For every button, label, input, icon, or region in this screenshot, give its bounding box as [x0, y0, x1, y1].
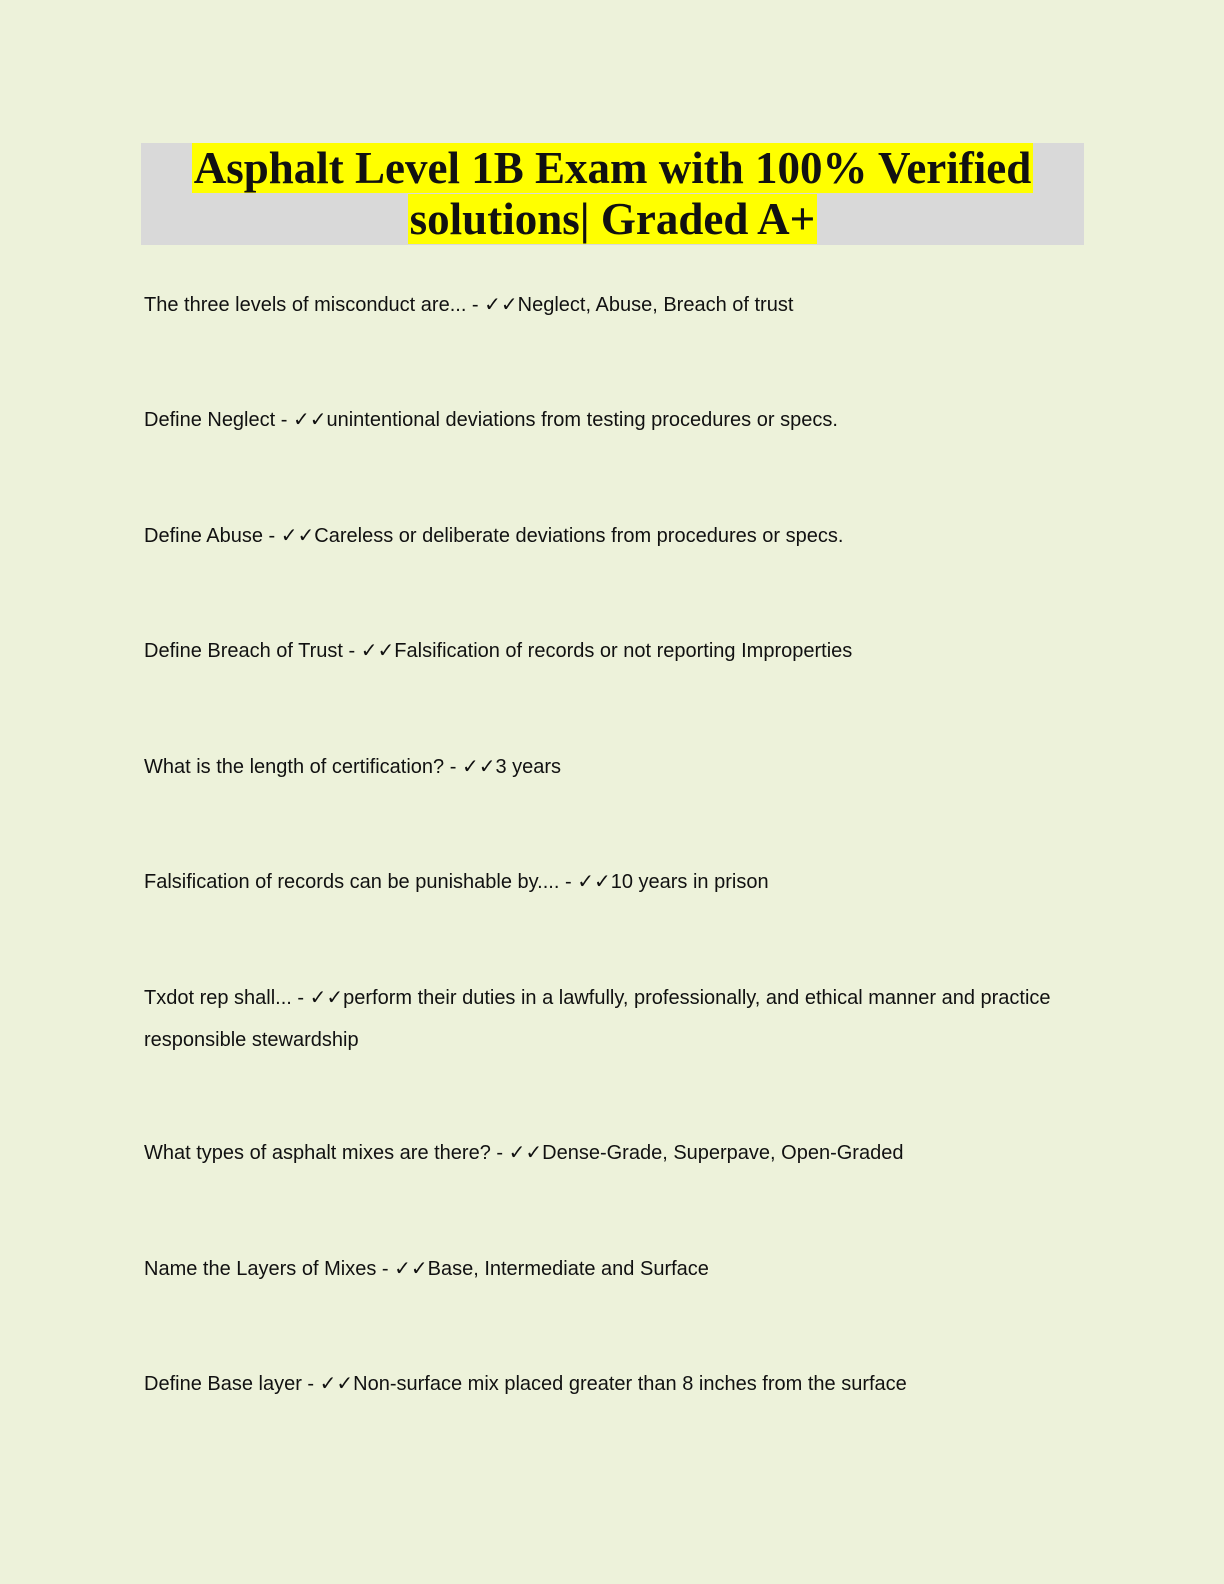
question: Define Abuse [144, 525, 263, 547]
double-check-icon: ✓✓ [508, 1140, 543, 1164]
qa-item-8: What types of asphalt mixes are there? - ✓✓Dense-Grade, Superpave, Open-Graded [144, 1140, 904, 1164]
question: What is the length of certification? [144, 756, 445, 778]
question: Txdot rep shall... [144, 987, 292, 1009]
qa-item-6: Falsification of records can be punishable by.... - ✓✓10 years in prison [144, 869, 769, 893]
title-line-2-text: solutions| Graded A+ [409, 194, 816, 244]
answer: 10 years in prison [610, 871, 769, 893]
answer: Neglect, Abuse, Breach of trust [517, 294, 794, 316]
double-check-icon: ✓✓ [484, 292, 518, 316]
double-check-icon: ✓✓ [394, 1256, 428, 1280]
double-check-icon: ✓✓ [461, 754, 496, 778]
question: Falsification of records can be punishable by.... [144, 871, 560, 893]
qa-item-10: Define Base layer - ✓✓Non-surface mix placed greater than 8 inches from the surface [144, 1371, 907, 1395]
question: Define Base layer [144, 1373, 302, 1395]
question: The three levels of misconduct are... [144, 294, 467, 316]
qa-item-7: Txdot rep shall... - ✓✓perform their duties in a lawfully, professionally, and ethical manner and practice responsible stewardship [144, 985, 1051, 1051]
title-line-1 [141, 143, 1084, 194]
answer: Base, Intermediate and Surface [427, 1258, 709, 1280]
title-line-1-text: Asphalt Level 1B Exam with 100% Verified [193, 143, 1032, 193]
answer: Careless or deliberate deviations from procedures or specs. [314, 525, 844, 547]
answer: unintentional deviations from testing procedures or specs. [326, 409, 838, 431]
double-check-icon: ✓✓ [292, 407, 327, 431]
double-check-icon: ✓✓ [280, 523, 315, 547]
double-check-icon: ✓✓ [319, 1371, 354, 1395]
answer: Falsification of records or not reporting Improperties [394, 640, 853, 662]
qa-item-1: The three levels of misconduct are... - ✓✓Neglect, Abuse, Breach of trust [144, 292, 794, 316]
answer: Non-surface mix placed greater than 8 inches from the surface [353, 1373, 907, 1395]
qa-item-9: Name the Layers of Mixes - ✓✓Base, Intermediate and Surface [144, 1256, 709, 1280]
question: Name the Layers of Mixes [144, 1258, 377, 1280]
double-check-icon: ✓✓ [309, 985, 344, 1009]
double-check-icon: ✓✓ [360, 638, 395, 662]
answer: Dense-Grade, Superpave, Open-Graded [542, 1142, 904, 1164]
title-line-2 [141, 194, 1084, 245]
answer: perform their duties in a lawfully, professionally, and ethical manner and practice responsible stewardship [144, 987, 1051, 1051]
qa-item-5: What is the length of certification? - ✓✓3 years [144, 754, 562, 778]
qa-item-3: Define Abuse - ✓✓Careless or deliberate deviations from procedures or specs. [144, 523, 844, 547]
qa-item-2: Define Neglect - ✓✓unintentional deviations from testing procedures or specs. [144, 407, 838, 431]
document-title [141, 143, 1084, 245]
answer: 3 years [495, 756, 562, 778]
question: What types of asphalt mixes are there? [144, 1142, 491, 1164]
question: Define Neglect [144, 409, 276, 431]
double-check-icon: ✓✓ [577, 869, 611, 893]
qa-item-4: Define Breach of Trust - ✓✓Falsification of records or not reporting Improperties [144, 638, 853, 662]
question: Define Breach of Trust [144, 640, 343, 662]
